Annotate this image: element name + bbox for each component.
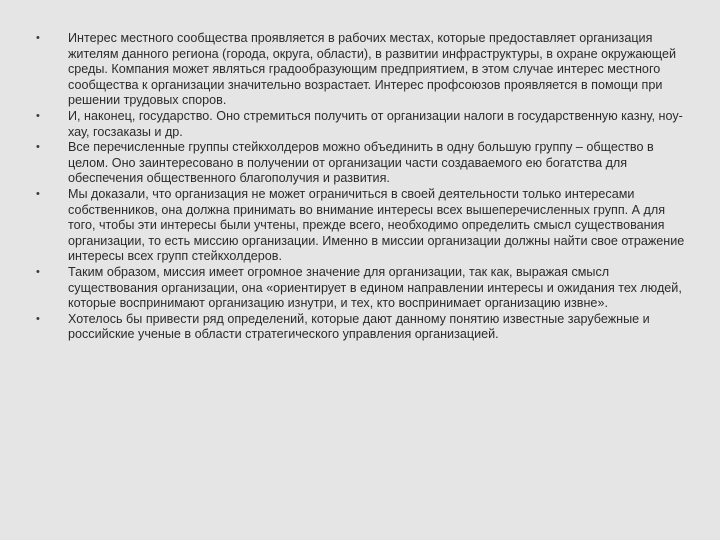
bullet-text: Все перечисленные группы стейкхолдеров можно объединить в одну большую группу – общество в целом. Оно заинтересовано в получении от организации части создаваемого ею богатства для обеспечения общественного благополучия и развития. — [68, 140, 654, 186]
bullet-item — [36, 265, 686, 312]
bullet-icon: • — [36, 109, 40, 122]
bullet-icon: • — [36, 141, 40, 154]
bullet-icon: • — [36, 312, 40, 325]
bullet-text: Интерес местного сообщества проявляется в рабочих местах, которые предоставляет организация жителям данного региона (города, округа, области), в развитии инфраструктуры, в охране окружающей среды. Компания может являться градообразующим предприятием, в этом случае интерес местного сообщества к организации значительно возрастает. Интерес профсоюзов проявляется в помощи при решении трудовых споров. — [68, 31, 677, 108]
bullet-list — [36, 31, 686, 343]
bullet-item — [36, 140, 686, 187]
bullet-item — [36, 312, 686, 343]
bullet-text: Таким образом, миссия имеет огромное значение для организации, так как, выражая смысл существования организации, она «ориентирует в едином направлении интересы и ожидания тех людей, которые воспринимают организацию изнутри, и тех, кто воспринимает организацию извне». — [68, 264, 682, 311]
bullet-item — [36, 187, 686, 265]
bullet-text: И, наконец, государство. Оно стремиться получить от организации налоги в государственную казну, ноу-хау, госзаказы и др. — [68, 108, 683, 139]
bullet-text: Хотелось бы привести ряд определений, которые дают данному понятию известные зарубежные и российские ученые в области стратегического управления организацией. — [68, 311, 650, 342]
bullet-item — [36, 109, 686, 140]
bullet-icon: • — [36, 187, 40, 200]
bullet-text: Мы доказали, что организация не может ограничиться в своей деятельности только интересами собственников, она должна принимать во внимание интересы всех вышеперечисленных групп. А для того, чтобы эти интересы были учтены, прежде всего, необходимо определить смысл существования организации, то есть миссию организации. Именно в миссии организации должны найти свое отражение интересы всех групп стейкхолдеров. — [68, 186, 685, 264]
bullet-item — [36, 31, 686, 109]
bullet-icon: • — [36, 265, 40, 278]
bullet-icon: • — [36, 32, 40, 44]
